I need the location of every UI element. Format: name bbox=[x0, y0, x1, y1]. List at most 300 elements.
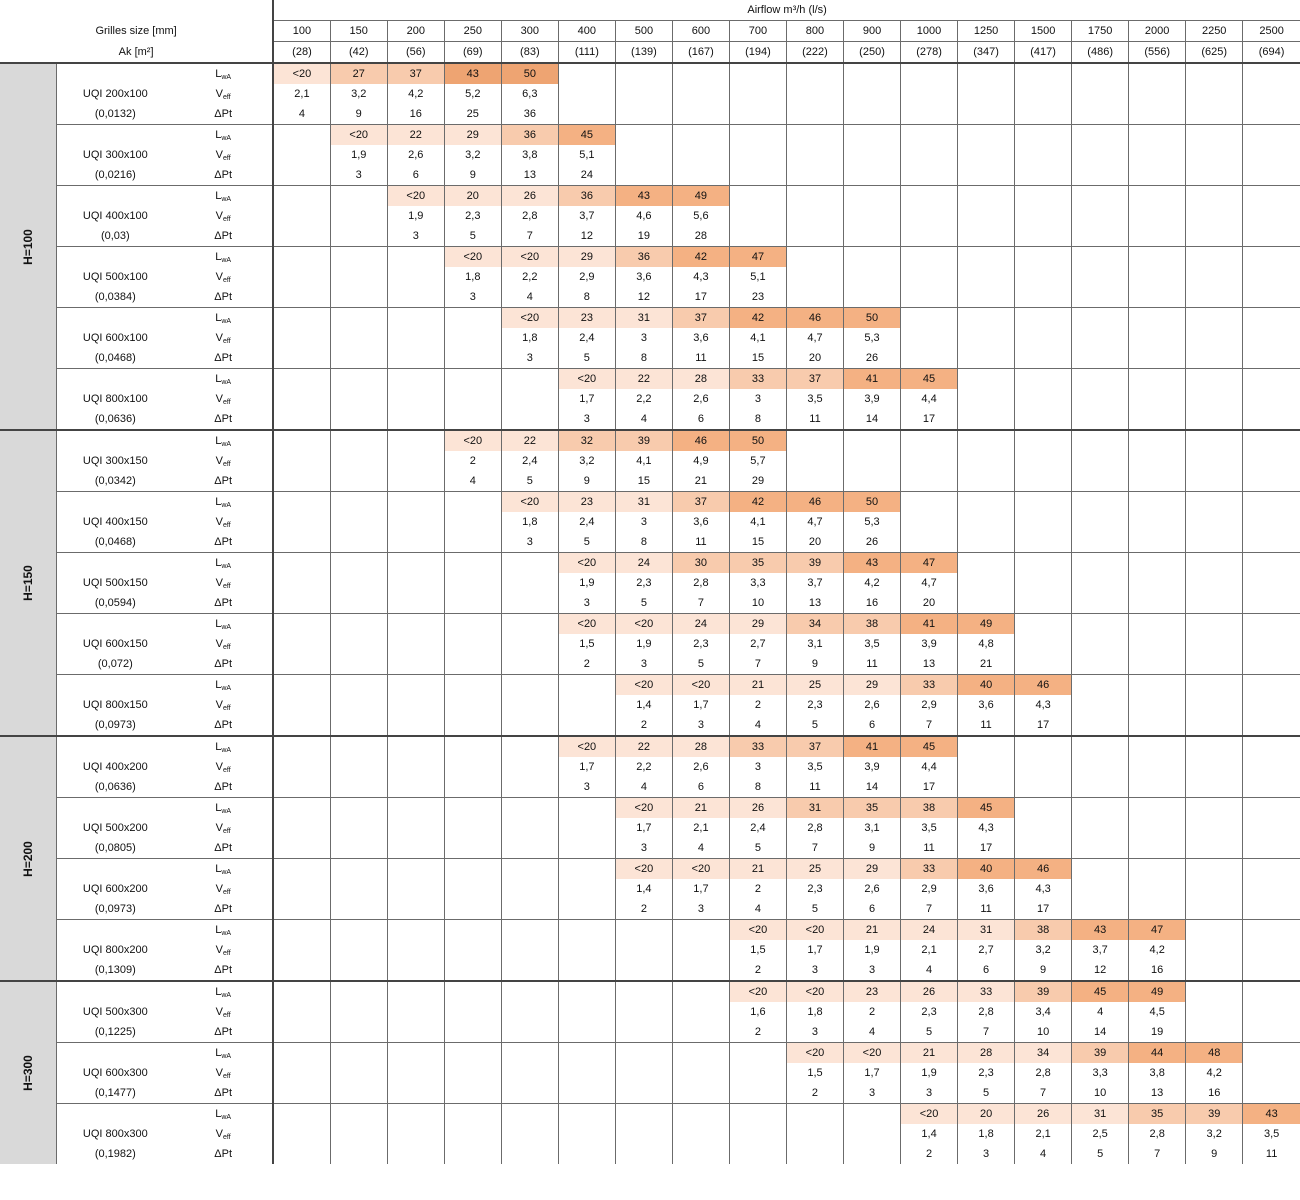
empty-cell bbox=[615, 960, 672, 981]
table-row bbox=[0, 715, 1300, 736]
empty-cell bbox=[1072, 695, 1129, 715]
empty-cell bbox=[444, 573, 501, 593]
veff-cell: 1,7 bbox=[672, 695, 729, 715]
veff-cell: 2,8 bbox=[958, 1002, 1015, 1022]
dpt-cell: 17 bbox=[958, 838, 1015, 859]
dpt-cell: 36 bbox=[501, 104, 558, 125]
veff-cell: 4,2 bbox=[844, 573, 901, 593]
empty-cell bbox=[444, 715, 501, 736]
empty-cell bbox=[1243, 981, 1300, 1002]
empty-cell bbox=[1015, 287, 1072, 308]
empty-cell bbox=[501, 715, 558, 736]
veff-cell: 1,7 bbox=[558, 389, 615, 409]
empty-cell bbox=[1186, 553, 1243, 574]
empty-cell bbox=[1129, 430, 1186, 451]
veff-cell: 3,9 bbox=[844, 757, 901, 777]
lwa-cell: 47 bbox=[901, 553, 958, 574]
empty-cell bbox=[501, 1002, 558, 1022]
dpt-cell: 20 bbox=[901, 593, 958, 614]
lwa-cell: 22 bbox=[387, 125, 444, 146]
dpt-cell: 25 bbox=[444, 104, 501, 125]
grille-spacer bbox=[56, 675, 174, 696]
empty-cell bbox=[1186, 348, 1243, 369]
empty-cell bbox=[729, 104, 786, 125]
dpt-cell: 3 bbox=[786, 1022, 843, 1043]
empty-cell bbox=[1243, 267, 1300, 287]
empty-cell bbox=[444, 369, 501, 390]
lwa-cell: 26 bbox=[901, 981, 958, 1002]
lwa-cell: 39 bbox=[615, 430, 672, 451]
empty-cell bbox=[387, 634, 444, 654]
empty-cell bbox=[672, 1002, 729, 1022]
lwa-cell: 49 bbox=[1129, 981, 1186, 1002]
dpt-cell: 6 bbox=[672, 777, 729, 798]
grille-size-name: UQI 400x150 bbox=[82, 516, 148, 528]
airflow-m3h-200: 200 bbox=[387, 21, 444, 42]
empty-cell bbox=[558, 1124, 615, 1144]
empty-cell bbox=[1186, 186, 1243, 207]
empty-cell bbox=[1186, 614, 1243, 635]
lwa-cell: 47 bbox=[729, 247, 786, 268]
grille-ak-value: (0,1225) bbox=[94, 1026, 136, 1038]
airflow-m3h-1250: 1250 bbox=[958, 21, 1015, 42]
lwa-cell: 28 bbox=[958, 1043, 1015, 1064]
empty-cell bbox=[1072, 492, 1129, 513]
empty-cell bbox=[844, 125, 901, 146]
empty-cell bbox=[1015, 125, 1072, 146]
airflow-ls-150: (42) bbox=[330, 42, 387, 64]
veff-cell: 3,9 bbox=[844, 389, 901, 409]
empty-cell bbox=[387, 798, 444, 819]
empty-cell bbox=[901, 308, 958, 329]
grille-size-name: UQI 600x200 bbox=[82, 883, 148, 895]
empty-cell bbox=[1186, 226, 1243, 247]
empty-cell bbox=[1243, 409, 1300, 430]
empty-cell bbox=[901, 287, 958, 308]
veff-cell: 4,3 bbox=[1015, 879, 1072, 899]
empty-cell bbox=[1186, 451, 1243, 471]
empty-cell bbox=[1129, 226, 1186, 247]
lwa-cell: 20 bbox=[958, 1104, 1015, 1125]
empty-cell bbox=[1243, 715, 1300, 736]
veff-cell: 3,5 bbox=[786, 389, 843, 409]
empty-cell bbox=[1015, 471, 1072, 492]
empty-cell bbox=[1015, 553, 1072, 574]
empty-cell bbox=[672, 84, 729, 104]
empty-cell bbox=[958, 736, 1015, 757]
dpt-cell: 3 bbox=[958, 1144, 1015, 1164]
empty-cell bbox=[1243, 654, 1300, 675]
grille-ak-value: (0,0468) bbox=[94, 352, 136, 364]
empty-cell bbox=[786, 471, 843, 492]
empty-cell bbox=[786, 247, 843, 268]
empty-cell bbox=[1072, 389, 1129, 409]
empty-cell bbox=[1015, 328, 1072, 348]
grille-spacer bbox=[56, 1043, 174, 1064]
airflow-ls-1750: (486) bbox=[1072, 42, 1129, 64]
empty-cell bbox=[273, 1002, 330, 1022]
empty-cell bbox=[501, 573, 558, 593]
empty-cell bbox=[387, 818, 444, 838]
empty-cell bbox=[901, 63, 958, 84]
dpt-cell: 19 bbox=[1129, 1022, 1186, 1043]
empty-cell bbox=[1129, 206, 1186, 226]
lwa-cell: <20 bbox=[672, 859, 729, 880]
empty-cell bbox=[844, 165, 901, 186]
veff-cell: 4,7 bbox=[786, 328, 843, 348]
empty-cell bbox=[1129, 512, 1186, 532]
empty-cell bbox=[1186, 757, 1243, 777]
grille-spacer bbox=[56, 186, 174, 207]
empty-cell bbox=[1243, 430, 1300, 451]
airflow-m3h-2000: 2000 bbox=[1129, 21, 1186, 42]
veff-label: $V_{eff}$ bbox=[174, 879, 273, 899]
empty-cell bbox=[901, 492, 958, 513]
table-row bbox=[0, 1022, 1300, 1043]
empty-cell bbox=[1129, 247, 1186, 268]
dpt-cell: 2 bbox=[615, 715, 672, 736]
empty-cell bbox=[672, 1022, 729, 1043]
empty-cell bbox=[958, 63, 1015, 84]
veff-cell: 2,1 bbox=[273, 84, 330, 104]
dpt-cell: 15 bbox=[729, 348, 786, 369]
empty-cell bbox=[1186, 63, 1243, 84]
table-row bbox=[0, 634, 1300, 654]
dpt-cell: 23 bbox=[729, 287, 786, 308]
empty-cell bbox=[444, 1144, 501, 1164]
airflow-m3h-1500: 1500 bbox=[1015, 21, 1072, 42]
dpt-cell: 9 bbox=[444, 165, 501, 186]
lwa-cell: 41 bbox=[901, 614, 958, 635]
empty-cell bbox=[330, 1104, 387, 1125]
airflow-ls-700: (194) bbox=[729, 42, 786, 64]
veff-cell: 2,3 bbox=[901, 1002, 958, 1022]
empty-cell bbox=[330, 247, 387, 268]
veff-cell: 2,3 bbox=[672, 634, 729, 654]
veff-label: $V_{eff}$ bbox=[174, 328, 273, 348]
empty-cell bbox=[1186, 981, 1243, 1002]
veff-cell: 2,2 bbox=[615, 389, 672, 409]
empty-cell bbox=[387, 777, 444, 798]
empty-cell bbox=[1072, 777, 1129, 798]
dpt-cell: 19 bbox=[615, 226, 672, 247]
empty-cell bbox=[1129, 348, 1186, 369]
lwa-cell: <20 bbox=[558, 614, 615, 635]
table-row bbox=[0, 267, 1300, 287]
table-row bbox=[0, 736, 1300, 757]
empty-cell bbox=[273, 512, 330, 532]
veff-cell: 3 bbox=[729, 389, 786, 409]
lwa-cell: 33 bbox=[901, 859, 958, 880]
lwa-cell: 29 bbox=[729, 614, 786, 635]
lwa-cell: 46 bbox=[672, 430, 729, 451]
dpt-cell: 3 bbox=[387, 226, 444, 247]
table-row bbox=[0, 1083, 1300, 1104]
table-row bbox=[0, 818, 1300, 838]
grille-spacer bbox=[56, 308, 174, 329]
empty-cell bbox=[387, 1144, 444, 1164]
empty-cell bbox=[501, 675, 558, 696]
empty-cell bbox=[786, 287, 843, 308]
empty-cell bbox=[958, 430, 1015, 451]
empty-cell bbox=[387, 471, 444, 492]
veff-cell: 5,1 bbox=[558, 145, 615, 165]
empty-cell bbox=[1186, 145, 1243, 165]
veff-cell: 1,4 bbox=[615, 879, 672, 899]
lwa-cell: 24 bbox=[615, 553, 672, 574]
empty-cell bbox=[672, 1083, 729, 1104]
table-row bbox=[0, 1063, 1300, 1083]
dpt-cell: 11 bbox=[958, 899, 1015, 920]
empty-cell bbox=[330, 186, 387, 207]
dpt-cell: 7 bbox=[1129, 1144, 1186, 1164]
airflow-ls-900: (250) bbox=[844, 42, 901, 64]
empty-cell bbox=[444, 818, 501, 838]
empty-cell bbox=[1129, 471, 1186, 492]
empty-cell bbox=[1243, 593, 1300, 614]
empty-cell bbox=[1186, 84, 1243, 104]
dpt-label: ΔPt bbox=[174, 471, 273, 492]
lwa-label: $L_{wA}$ bbox=[174, 430, 273, 451]
lwa-cell: 42 bbox=[672, 247, 729, 268]
empty-cell bbox=[501, 389, 558, 409]
dpt-cell: 17 bbox=[901, 409, 958, 430]
group-label bbox=[0, 736, 56, 981]
empty-cell bbox=[615, 1083, 672, 1104]
empty-cell bbox=[729, 145, 786, 165]
empty-cell bbox=[1243, 736, 1300, 757]
lwa-cell: 43 bbox=[1243, 1104, 1300, 1125]
veff-cell: 2,6 bbox=[844, 879, 901, 899]
empty-cell bbox=[330, 798, 387, 819]
veff-cell: 3,6 bbox=[958, 695, 1015, 715]
dpt-cell: 12 bbox=[615, 287, 672, 308]
table-row bbox=[0, 125, 1300, 146]
empty-cell bbox=[273, 226, 330, 247]
empty-cell bbox=[1072, 206, 1129, 226]
empty-cell bbox=[501, 736, 558, 757]
empty-cell bbox=[273, 960, 330, 981]
empty-cell bbox=[672, 1104, 729, 1125]
empty-cell bbox=[786, 267, 843, 287]
dpt-cell: 7 bbox=[729, 654, 786, 675]
dpt-cell: 17 bbox=[901, 777, 958, 798]
empty-cell bbox=[558, 899, 615, 920]
group-label bbox=[0, 63, 56, 430]
table-row bbox=[0, 206, 1300, 226]
empty-cell bbox=[958, 389, 1015, 409]
empty-cell bbox=[1129, 859, 1186, 880]
empty-cell bbox=[387, 859, 444, 880]
empty-cell bbox=[558, 715, 615, 736]
airflow-ls-400: (111) bbox=[558, 42, 615, 64]
empty-cell bbox=[273, 859, 330, 880]
lwa-cell: 45 bbox=[558, 125, 615, 146]
table-row bbox=[0, 1144, 1300, 1164]
empty-cell bbox=[330, 593, 387, 614]
veff-cell: 5,7 bbox=[729, 451, 786, 471]
veff-cell: 2,9 bbox=[901, 879, 958, 899]
table-row bbox=[0, 328, 1300, 348]
dpt-label: ΔPt bbox=[174, 226, 273, 247]
airflow-m3h-150: 150 bbox=[330, 21, 387, 42]
empty-cell bbox=[615, 63, 672, 84]
empty-cell bbox=[958, 104, 1015, 125]
veff-cell: 3,2 bbox=[558, 451, 615, 471]
lwa-cell: 33 bbox=[729, 369, 786, 390]
lwa-cell: 36 bbox=[558, 186, 615, 207]
empty-cell bbox=[444, 757, 501, 777]
empty-cell bbox=[273, 736, 330, 757]
grille-size-name: UQI 600x150 bbox=[82, 638, 148, 650]
empty-cell bbox=[844, 1104, 901, 1125]
grille-ak-value: (0,072) bbox=[97, 658, 133, 670]
lwa-cell: 20 bbox=[444, 186, 501, 207]
empty-cell bbox=[330, 818, 387, 838]
empty-cell bbox=[958, 512, 1015, 532]
veff-cell: 1,7 bbox=[786, 940, 843, 960]
dpt-cell: 11 bbox=[958, 715, 1015, 736]
empty-cell bbox=[1072, 654, 1129, 675]
veff-cell: 2,4 bbox=[501, 451, 558, 471]
table-row bbox=[0, 859, 1300, 880]
empty-cell bbox=[1243, 104, 1300, 125]
empty-cell bbox=[1015, 63, 1072, 84]
empty-cell bbox=[273, 369, 330, 390]
empty-cell bbox=[1243, 634, 1300, 654]
empty-cell bbox=[1243, 512, 1300, 532]
empty-cell bbox=[273, 532, 330, 553]
empty-cell bbox=[501, 899, 558, 920]
grille-spacer bbox=[56, 736, 174, 757]
lwa-cell: 46 bbox=[786, 308, 843, 329]
empty-cell bbox=[844, 471, 901, 492]
empty-cell bbox=[1243, 308, 1300, 329]
dpt-cell: 7 bbox=[958, 1022, 1015, 1043]
empty-cell bbox=[330, 981, 387, 1002]
empty-cell bbox=[273, 981, 330, 1002]
empty-cell bbox=[958, 492, 1015, 513]
lwa-cell: 37 bbox=[672, 492, 729, 513]
dpt-cell: 9 bbox=[844, 838, 901, 859]
lwa-cell: 28 bbox=[672, 369, 729, 390]
empty-cell bbox=[786, 1124, 843, 1144]
table-row bbox=[0, 1002, 1300, 1022]
empty-cell bbox=[958, 532, 1015, 553]
veff-cell: 1,4 bbox=[901, 1124, 958, 1144]
empty-cell bbox=[1186, 798, 1243, 819]
empty-cell bbox=[1015, 226, 1072, 247]
grille-spacer bbox=[56, 614, 174, 635]
empty-cell bbox=[1129, 165, 1186, 186]
empty-cell bbox=[1072, 798, 1129, 819]
empty-cell bbox=[1243, 757, 1300, 777]
empty-cell bbox=[729, 186, 786, 207]
empty-cell bbox=[1015, 654, 1072, 675]
table-row bbox=[0, 757, 1300, 777]
empty-cell bbox=[1243, 920, 1300, 941]
empty-cell bbox=[1129, 553, 1186, 574]
empty-cell bbox=[1243, 1063, 1300, 1083]
dpt-cell: 3 bbox=[558, 593, 615, 614]
lwa-cell: 31 bbox=[615, 308, 672, 329]
dpt-cell: 10 bbox=[729, 593, 786, 614]
veff-cell: 2,1 bbox=[1015, 1124, 1072, 1144]
lwa-cell: 35 bbox=[844, 798, 901, 819]
table-row bbox=[0, 614, 1300, 635]
empty-cell bbox=[1072, 614, 1129, 635]
empty-cell bbox=[501, 981, 558, 1002]
grille-size-name: UQI 400x200 bbox=[82, 761, 148, 773]
lwa-cell: 29 bbox=[444, 125, 501, 146]
veff-label: $V_{eff}$ bbox=[174, 1124, 273, 1144]
dpt-cell: 2 bbox=[901, 1144, 958, 1164]
veff-cell: 3,2 bbox=[330, 84, 387, 104]
dpt-cell: 4 bbox=[615, 777, 672, 798]
empty-cell bbox=[330, 573, 387, 593]
lwa-cell: 33 bbox=[958, 981, 1015, 1002]
empty-cell bbox=[1243, 818, 1300, 838]
lwa-cell: 27 bbox=[330, 63, 387, 84]
empty-cell bbox=[672, 63, 729, 84]
empty-cell bbox=[501, 777, 558, 798]
empty-cell bbox=[387, 899, 444, 920]
airflow-m3h-800: 800 bbox=[786, 21, 843, 42]
dpt-cell: 14 bbox=[844, 409, 901, 430]
veff-cell: 1,8 bbox=[958, 1124, 1015, 1144]
empty-cell bbox=[501, 1022, 558, 1043]
empty-cell bbox=[273, 145, 330, 165]
veff-cell: 6,3 bbox=[501, 84, 558, 104]
empty-cell bbox=[387, 328, 444, 348]
lwa-label: $L_{wA}$ bbox=[174, 308, 273, 329]
dpt-cell: 16 bbox=[844, 593, 901, 614]
veff-cell: 2,8 bbox=[786, 818, 843, 838]
grille-spacer bbox=[56, 553, 174, 574]
table-row bbox=[0, 1104, 1300, 1125]
empty-cell bbox=[1129, 695, 1186, 715]
empty-cell bbox=[958, 165, 1015, 186]
empty-cell bbox=[901, 267, 958, 287]
empty-cell bbox=[1243, 798, 1300, 819]
empty-cell bbox=[273, 186, 330, 207]
table-row bbox=[0, 389, 1300, 409]
empty-cell bbox=[501, 859, 558, 880]
empty-cell bbox=[844, 145, 901, 165]
empty-cell bbox=[672, 1063, 729, 1083]
empty-cell bbox=[615, 145, 672, 165]
empty-cell bbox=[958, 226, 1015, 247]
empty-cell bbox=[387, 512, 444, 532]
empty-cell bbox=[1186, 879, 1243, 899]
dpt-cell: 3 bbox=[558, 777, 615, 798]
lwa-cell: 50 bbox=[501, 63, 558, 84]
empty-cell bbox=[1015, 247, 1072, 268]
veff-cell: 1,9 bbox=[387, 206, 444, 226]
empty-cell bbox=[1186, 409, 1243, 430]
lwa-cell: 50 bbox=[844, 308, 901, 329]
grille-spacer bbox=[56, 247, 174, 268]
empty-cell bbox=[501, 593, 558, 614]
airflow-ls-2500: (694) bbox=[1243, 42, 1300, 64]
veff-cell: 4,4 bbox=[901, 757, 958, 777]
empty-cell bbox=[1015, 206, 1072, 226]
empty-cell bbox=[444, 654, 501, 675]
lwa-cell: 40 bbox=[958, 859, 1015, 880]
table-row bbox=[0, 675, 1300, 696]
empty-cell bbox=[387, 715, 444, 736]
dpt-cell: 11 bbox=[672, 532, 729, 553]
